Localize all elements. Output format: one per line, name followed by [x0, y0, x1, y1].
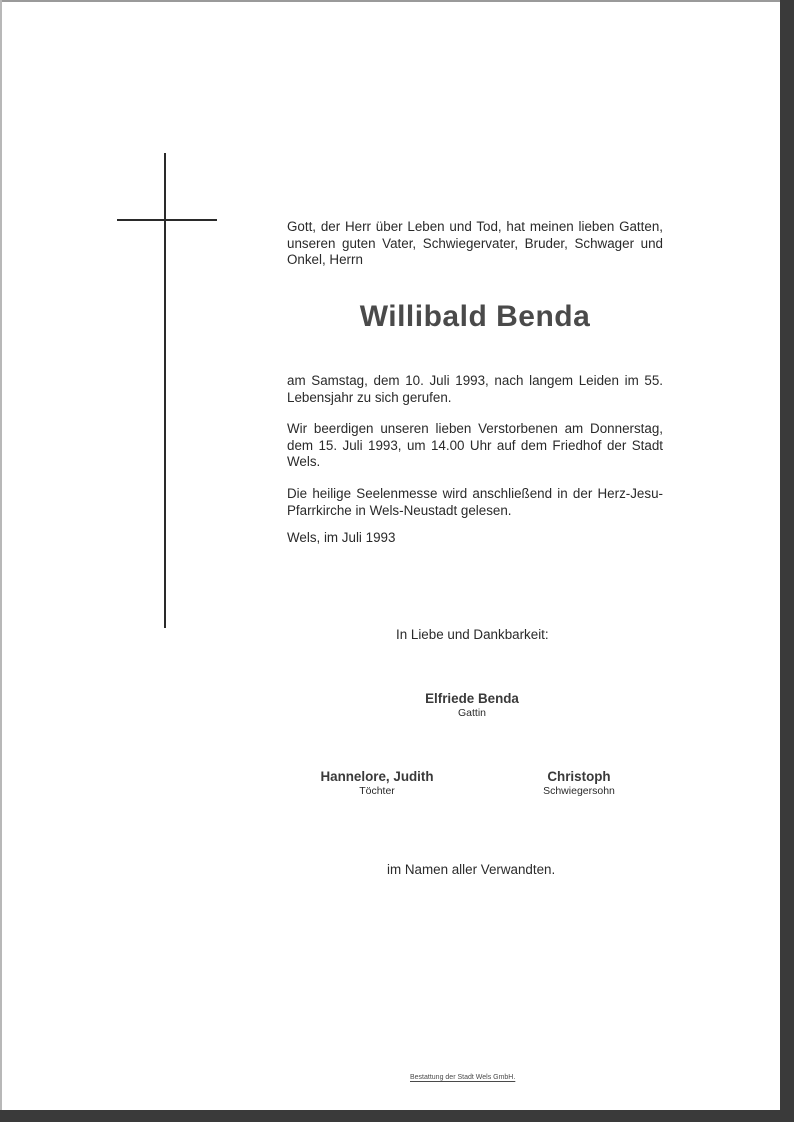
death-paragraph: am Samstag, dem 10. Juli 1993, nach langem Leiden im 55. Lebensjahr zu sich gerufen. [287, 373, 663, 405]
closing-line: In Liebe und Dankbarkeit: [396, 627, 549, 642]
mourner-name: Hannelore, Judith [320, 769, 434, 784]
mourner-daughters [277, 769, 477, 798]
scan-edge-top [0, 0, 794, 2]
scan-edge-right [780, 0, 794, 1122]
deceased-name: Willibald Benda [359, 300, 591, 333]
relatives-line: im Namen aller Verwandten. [387, 862, 556, 877]
place-date: Wels, im Juli 1993 [287, 530, 396, 545]
mourner-name: Christoph [547, 769, 611, 784]
mourner-relation: Gattin [457, 707, 486, 719]
scan-edge-left [0, 0, 2, 1122]
mourner-relation: Töchter [359, 785, 395, 797]
mourner-relation: Schwiegersohn [543, 785, 615, 797]
cross-horizontal-bar [117, 219, 217, 221]
mourner-widow [372, 691, 572, 720]
mass-paragraph: Die heilige Seelenmesse wird anschließend in der Herz-Jesu-Pfarrkirche in Wels-Neustadt gelesen. [287, 486, 663, 518]
mourner-son-in-law [479, 769, 679, 798]
undertaker-footer: Bestattung der Stadt Wels GmbH. [410, 1074, 516, 1081]
cross-vertical-bar [164, 153, 166, 628]
intro-paragraph: Gott, der Herr über Leben und Tod, hat meinen lieben Gatten, unseren guten Vater, Schwiegervater, Bruder, Schwager und Onkel, Herrn [287, 219, 663, 267]
funeral-paragraph: Wir beerdigen unseren lieben Verstorbenen am Donnerstag, dem 15. Juli 1993, um 14.00 Uhr auf dem Friedhof der Stadt Wels. [287, 421, 663, 469]
mourner-name: Elfriede Benda [425, 691, 519, 706]
scan-edge-bottom [0, 1110, 794, 1122]
